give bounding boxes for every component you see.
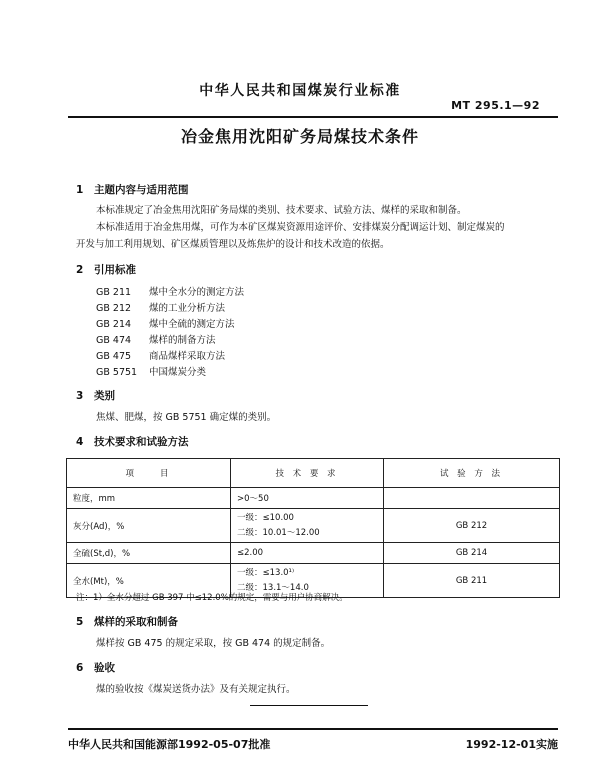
- section-number: 3: [76, 390, 84, 402]
- section-6-paragraph: 煤的验收按《煤炭送货办法》及有关规定执行。: [96, 684, 296, 695]
- section-1-paragraph-2-cont: 开发与加工利用规划、矿区煤质管理以及炼焦炉的设计和技术改造的依据。: [76, 239, 390, 250]
- section-title: 类别: [94, 390, 115, 402]
- section-6-heading: [76, 660, 115, 675]
- section-number: 2: [76, 264, 84, 276]
- section-1-paragraph-2: 本标准适用于冶金焦用煤，可作为本矿区煤炭资源用途评价、安排煤炭分配调运计划、制定煤炭的: [96, 222, 505, 233]
- reference-code: GB 5751: [96, 367, 138, 378]
- section-2-heading: [76, 262, 136, 277]
- standard-code: MT 295.1—92: [451, 99, 540, 112]
- document-title: 冶金焦用沈阳矿务局煤技术条件: [180, 127, 419, 146]
- requirement-line: 二级：13.1～14.0: [237, 582, 309, 593]
- section-number: 5: [76, 616, 84, 628]
- table-cell-item: 全硫(St,d)，%: [67, 543, 231, 564]
- implementation-date: 1992-12-01实施: [465, 738, 558, 751]
- reference-item: [96, 332, 216, 346]
- reference-code: GB 212: [96, 303, 132, 314]
- requirement-line: 一级：≤13.0¹⁾: [237, 567, 295, 578]
- reference-code: GB 475: [96, 351, 132, 362]
- section-number: 6: [76, 662, 84, 674]
- table-cell-requirement: >0～50: [231, 488, 384, 509]
- table-cell-method: [384, 488, 560, 509]
- standard-title: 中华人民共和国煤炭行业标准: [199, 83, 401, 99]
- reference-title: 煤中全硫的测定方法: [149, 319, 235, 330]
- section-title: 煤样的采取和制备: [94, 616, 178, 628]
- reference-item: [96, 316, 235, 330]
- reference-title: 商品煤样采取方法: [149, 351, 226, 362]
- reference-title: 煤样的制备方法: [149, 335, 216, 346]
- table-cell-method: GB 211: [384, 564, 560, 598]
- table-cell-method: GB 212: [384, 509, 560, 543]
- section-3-heading: [76, 388, 115, 403]
- table-header-cell: 项 目: [67, 459, 231, 488]
- table-cell-item: 全水(Mt)，%: [67, 564, 231, 598]
- header-rule: [68, 116, 558, 118]
- section-1-heading: [76, 182, 189, 197]
- reference-title: 煤的工业分析方法: [149, 303, 226, 314]
- table-row: [67, 509, 560, 543]
- reference-item: [96, 284, 244, 298]
- table-header-cell: 技 术 要 求: [231, 459, 384, 488]
- requirements-table: [66, 458, 560, 598]
- section-title: 技术要求和试验方法: [94, 436, 189, 448]
- table-cell-requirement: ≤2.00: [231, 543, 384, 564]
- section-number: 4: [76, 436, 84, 448]
- section-5-paragraph: 煤样按 GB 475 的规定采取，按 GB 474 的规定制备。: [96, 638, 331, 649]
- reference-title: 煤中全水分的测定方法: [149, 287, 245, 298]
- section-5-heading: [76, 614, 178, 629]
- reference-item: [96, 300, 225, 314]
- table-cell-item: 粒度，mm: [67, 488, 231, 509]
- reference-item: [96, 364, 206, 378]
- reference-item: [96, 348, 225, 362]
- requirement-line: 二级：10.01～12.00: [237, 527, 320, 538]
- reference-title: 中国煤炭分类: [149, 367, 207, 378]
- section-title: 引用标准: [94, 264, 136, 276]
- section-3-paragraph: 焦煤、肥煤，按 GB 5751 确定煤的类别。: [96, 412, 277, 423]
- table-cell-method: GB 214: [384, 543, 560, 564]
- section-title: 验收: [94, 662, 115, 674]
- approval-info: 中华人民共和国能源部1992-05-07批准: [68, 738, 271, 751]
- requirement-line: 一级：≤10.00: [237, 512, 294, 523]
- section-4-heading: [76, 434, 189, 449]
- table-row: [67, 488, 560, 509]
- table-note: 注：1）全水分超过 GB 397 中≤12.0%的规定，需要与用户协商解决。: [76, 593, 348, 603]
- reference-code: GB 474: [96, 335, 132, 346]
- section-title: 主题内容与适用范围: [94, 184, 189, 196]
- section-1-paragraph-1: 本标准规定了冶金焦用沈阳矿务局煤的类别、技术要求、试验方法、煤样的采取和制备。: [96, 205, 467, 216]
- table-row: [67, 543, 560, 564]
- table-cell-item: 灰分(Ad)，%: [67, 509, 231, 543]
- reference-code: GB 211: [96, 287, 132, 298]
- section-number: 1: [76, 184, 84, 196]
- footer-rule: [68, 728, 558, 730]
- table-header-cell: 试 验 方 法: [384, 459, 560, 488]
- reference-code: GB 214: [96, 319, 132, 330]
- table-cell-requirement: [231, 509, 384, 543]
- table-header-row: [67, 459, 560, 488]
- end-rule: [250, 705, 368, 706]
